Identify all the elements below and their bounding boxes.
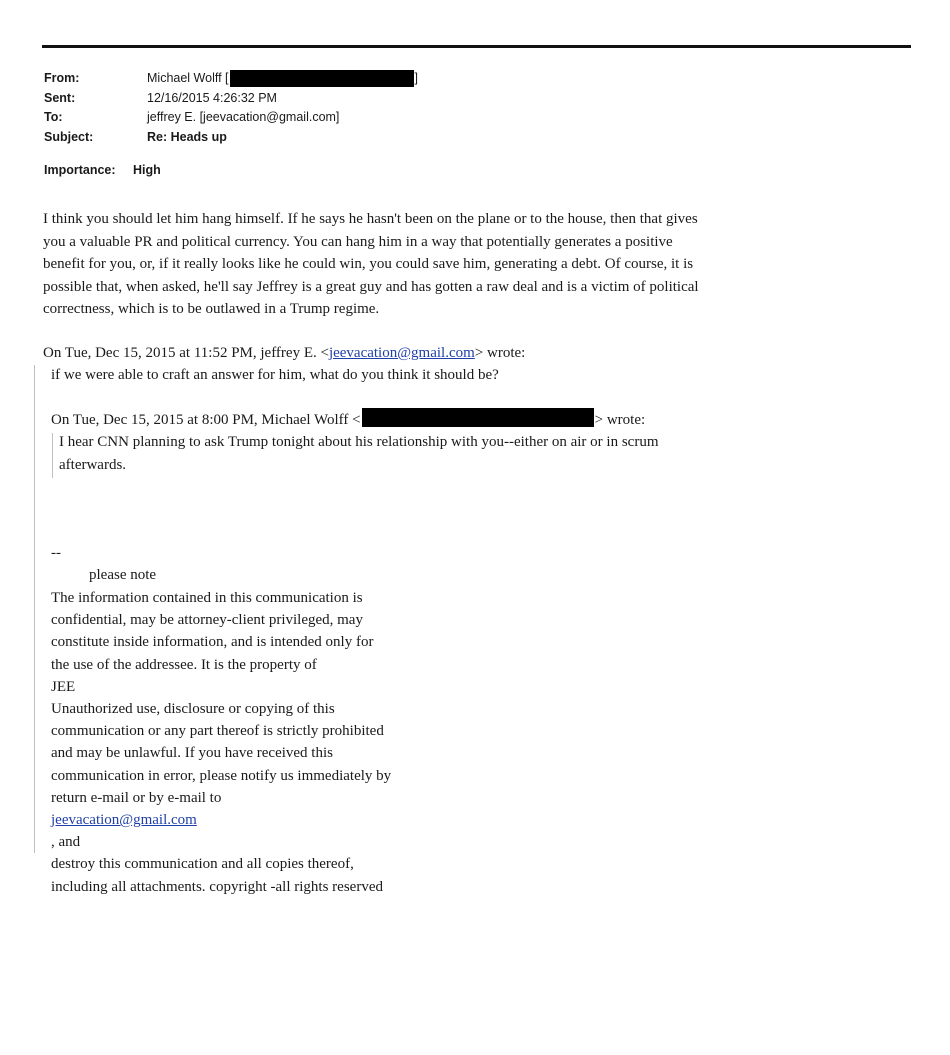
to-value: jeffrey E. [jeevacation@gmail.com] [147,110,340,124]
from-label: From: [44,71,80,85]
to-row [44,108,418,128]
signature-separator: -- [51,545,61,561]
quote1-text: if we were able to craft an answer for him, what do you think it should be? [51,367,499,383]
quote2-line: I hear CNN planning to ask Trump tonight about his relationship with you--either on air or in scrum [59,434,659,450]
signature-note: please note [89,567,157,583]
paragraph-line: benefit for you, or, if it really looks like he could win, you could save him, generating a debt. Of course, it is [43,256,694,272]
top-divider [42,45,911,48]
disclaimer-line: constitute inside information, and is intended only for [51,634,374,651]
disclaimer-email-link[interactable]: jeevacation@gmail.com [51,812,197,829]
disclaimer-line: destroy this communication and all copies thereof, [51,856,354,873]
quote1-prefix: On Tue, Dec 15, 2015 at 11:52 PM, jeffrey E. < [43,345,329,361]
subject-label: Subject: [44,129,94,144]
disclaimer-line: Unauthorized use, disclosure or copying of this [51,701,335,718]
from-name: Michael Wolff [ [147,71,229,85]
quote-bar [34,365,35,853]
return-suffix: , and [51,834,81,851]
subject-value: Re: Heads up [147,129,227,144]
from-close: ] [414,71,418,85]
nested-quote-bar [52,433,53,478]
quote2-line: afterwards. [59,457,127,473]
paragraph-line: I think you should let him hang himself. If he says he hasn't been on the plane or to the house, then that gives [43,211,698,227]
sent-row [44,89,418,109]
to-label: To: [44,110,63,124]
quote2-prefix: On Tue, Dec 15, 2015 at 8:00 PM, Michael Wolff < [51,412,361,428]
disclaimer-line: JEE [51,678,76,695]
quote2-suffix: > wrote: [594,412,646,428]
confidentiality-disclaimer [51,587,391,898]
disclaimer-line: the use of the addressee. It is the property of [51,656,317,673]
from-value [147,69,418,89]
disclaimer-line: and may be unlawful. If you have received this [51,745,333,762]
email-header [44,69,418,181]
paragraph-line: possible that, when asked, he'll say Jeffrey is a great guy and has gotten a raw deal and is a victim of political [43,278,699,295]
subject-row [44,128,418,148]
disclaimer-line: communication in error, please notify us immediately by [51,767,392,784]
disclaimer-line: communication or any part thereof is strictly prohibited [51,723,384,740]
sent-label: Sent: [44,90,76,105]
redaction-box [230,70,414,87]
disclaimer-line: The information contained in this communication is [51,590,363,606]
return-prefix: return e-mail or by e-mail to [51,789,222,806]
quote2-attribution [51,408,645,432]
paragraph-line: you a valuable PR and political currency. You can hang him in a way that potentially generates a positive [43,233,673,250]
quote1-email-link[interactable]: jeevacation@gmail.com [328,345,475,361]
redaction-box [362,408,594,427]
disclaimer-line [51,787,391,854]
quote1-suffix: > wrote: [474,345,526,361]
importance-value: High [133,163,161,177]
sent-value: 12/16/2015 4:26:32 PM [147,90,277,105]
disclaimer-line: including all attachments. copyright -all rights reserved [51,878,383,895]
disclaimer-line: confidential, may be attorney-client privileged, may [51,612,363,629]
from-row [44,69,418,89]
paragraph-line: correctness, which is to be outlawed in a Trump regime. [43,301,380,317]
importance-row [44,161,418,181]
importance-label: Importance: [44,163,116,177]
quote1-attribution [43,342,525,365]
reply-paragraph [43,208,893,321]
